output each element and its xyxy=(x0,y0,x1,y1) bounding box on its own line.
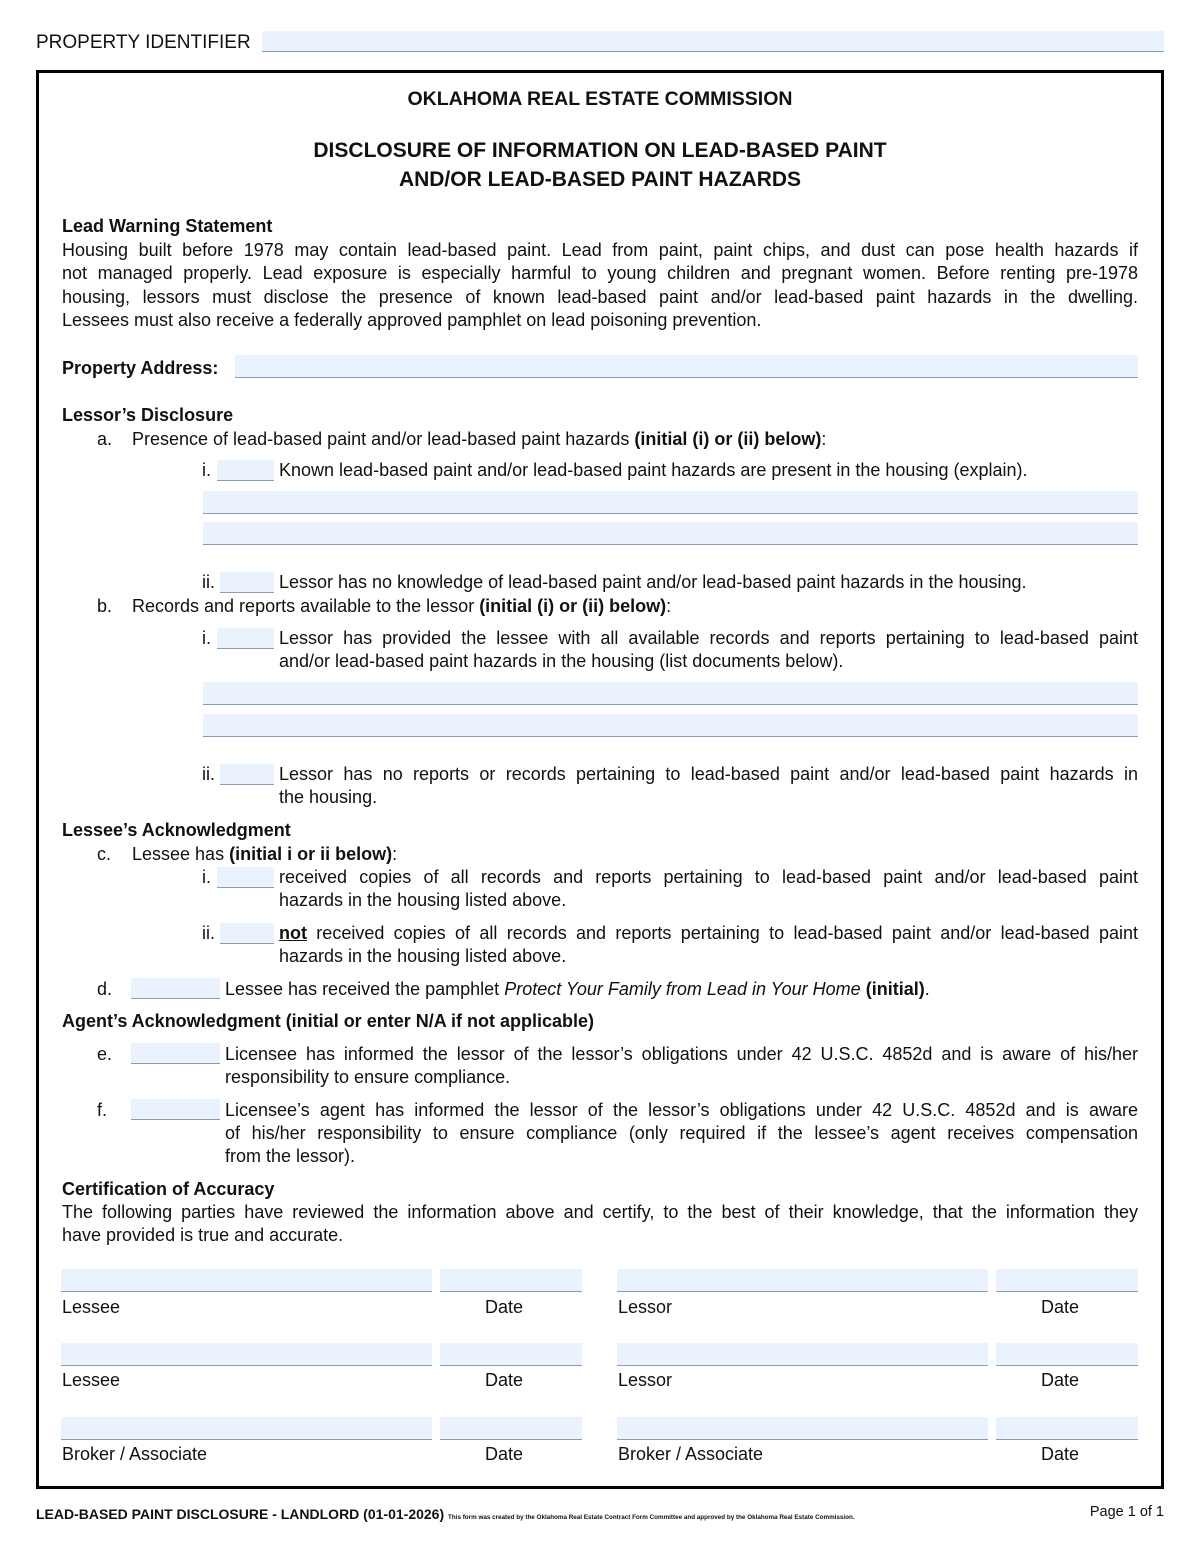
item-c-text xyxy=(132,843,397,866)
item-e-line2: responsibility to ensure compliance. xyxy=(225,1067,511,1087)
item-a-i-text: Known lead-based paint and/or lead-based paint hazards are present in the housing (explain). xyxy=(279,460,1028,480)
item-a-explain-line2-input[interactable] xyxy=(203,522,1138,545)
item-b-i-line2: and/or lead-based paint hazards in the housing (list documents below). xyxy=(279,651,844,671)
item-a-ii-text: Lessor has no knowledge of lead-based paint and/or lead-based paint hazards in the housing. xyxy=(279,572,1027,592)
broker-2-date-input[interactable] xyxy=(996,1417,1138,1440)
item-c-i-num: i. xyxy=(202,867,211,887)
item-d-pamphlet-title: Protect Your Family from Lead in Your Home xyxy=(504,979,861,999)
item-d-letter: d. xyxy=(97,979,113,999)
lessor-1-signature-input[interactable] xyxy=(617,1269,988,1292)
property-address-label: Property Address: xyxy=(62,358,219,378)
item-c-ii-not: not xyxy=(279,923,307,943)
item-b-i-line1: Lessor has provided the lessee with all available records and reports pertaining to lead-based paint xyxy=(279,628,1138,648)
property-address-input[interactable] xyxy=(235,355,1138,378)
item-c-i-line2: hazards in the housing listed above. xyxy=(279,890,567,910)
item-b-text-plain: Records and reports available to the lessor xyxy=(132,596,480,616)
item-b-text-bold: (initial (i) or (ii) below) xyxy=(479,596,667,616)
item-f-initial-input[interactable] xyxy=(131,1099,220,1120)
item-a-i-num: i. xyxy=(202,460,211,480)
item-c-i-initial-input[interactable] xyxy=(217,867,274,888)
item-b-letter: b. xyxy=(97,596,113,616)
item-f-line1: Licensee’s agent has informed the lessor of the lessor’s obligations under 42 U.S.C. 4852d and is aware xyxy=(225,1100,1138,1120)
broker-1-label: Broker / Associate xyxy=(62,1444,208,1464)
item-c-i-line1: received copies of all records and reports pertaining to lead-based paint and/or lead-based paint xyxy=(279,867,1138,887)
broker-1-date-input[interactable] xyxy=(440,1417,582,1440)
certification-line1: The following parties have reviewed the information above and certify, to the best of their knowledge, that the information they xyxy=(62,1202,1138,1222)
broker-2-signature-input[interactable] xyxy=(617,1417,988,1440)
item-d-text xyxy=(225,978,930,1001)
lessor-1-date-input[interactable] xyxy=(996,1269,1138,1292)
certification-line2: have provided is true and accurate. xyxy=(62,1225,344,1245)
form-title-line2: AND/OR LEAD-BASED PAINT HAZARDS xyxy=(398,168,802,191)
item-e-letter: e. xyxy=(97,1044,113,1064)
property-identifier-input[interactable] xyxy=(262,31,1164,52)
property-identifier-label: PROPERTY IDENTIFIER xyxy=(36,32,251,53)
item-c-ii-initial-input[interactable] xyxy=(220,923,274,944)
broker-1-date-label: Date xyxy=(485,1444,524,1464)
item-a-letter: a. xyxy=(97,429,113,449)
lead-warning-line2: not managed properly. Lead exposure is especially harmful to young children and pregnant women. Before renting pre-1978 xyxy=(62,263,1138,283)
item-b-documents-line1-input[interactable] xyxy=(203,682,1138,705)
lessor-2-date-input[interactable] xyxy=(996,1343,1138,1366)
item-b-ii-line2: the housing. xyxy=(279,787,378,807)
item-a-ii-num: ii. xyxy=(202,572,215,592)
item-a-ii-initial-input[interactable] xyxy=(220,572,274,593)
lead-warning-line3: housing, lessors must disclose the presence of known lead-based paint and/or lead-based paint hazards in the dwelling. xyxy=(62,287,1138,307)
lessor-1-date-label: Date xyxy=(1041,1297,1080,1317)
item-c-letter: c. xyxy=(97,844,112,864)
lessor-2-date-label: Date xyxy=(1041,1370,1080,1390)
agent-acknowledgment-heading: Agent’s Acknowledgment (initial or enter N/A if not applicable) xyxy=(62,1011,595,1031)
item-c-ii-line2: hazards in the housing listed above. xyxy=(279,946,567,966)
item-c-ii-line1-text: received copies of all records and reports pertaining to lead-based paint and/or lead-based paint xyxy=(306,923,1138,943)
lessee-2-label: Lessee xyxy=(62,1370,121,1390)
lessee-2-signature-input[interactable] xyxy=(61,1343,432,1366)
item-d-initial-input[interactable] xyxy=(131,978,220,999)
footer-page-number: Page 1 of 1 xyxy=(1089,1504,1164,1520)
item-e-line1: Licensee has informed the lessor of the lessor’s obligations under 42 U.S.C. 4852d and is aware of his/her xyxy=(225,1044,1138,1064)
item-e-initial-input[interactable] xyxy=(131,1043,220,1064)
item-f-line2: of his/her responsibility to ensure compliance (only required if the lessee’s agent receives compensation xyxy=(225,1123,1138,1143)
item-b-ii-line1: Lessor has no reports or records pertaining to lead-based paint and/or lead-based paint hazards in xyxy=(279,764,1138,784)
item-b-ii-initial-input[interactable] xyxy=(220,764,274,785)
footer-form-name: LEAD-BASED PAINT DISCLOSURE - LANDLORD (01-01-2026) xyxy=(36,1506,445,1522)
broker-2-label: Broker / Associate xyxy=(618,1444,764,1464)
lessee-1-date-label: Date xyxy=(485,1297,524,1317)
item-f-letter: f. xyxy=(97,1100,108,1120)
item-d-text-bold: (initial) xyxy=(865,979,925,999)
item-d-text-plain: Lessee has received the pamphlet xyxy=(225,979,505,999)
lessee-2-date-input[interactable] xyxy=(440,1343,582,1366)
lessee-2-date-label: Date xyxy=(485,1370,524,1390)
item-a-text-tail: : xyxy=(821,429,827,449)
broker-1-signature-input[interactable] xyxy=(61,1417,432,1440)
item-b-text xyxy=(132,595,671,618)
item-b-ii-num: ii. xyxy=(202,764,215,784)
item-b-documents-line2-input[interactable] xyxy=(203,714,1138,737)
lead-warning-line4: Lessees must also receive a federally approved pamphlet on lead poisoning prevention. xyxy=(62,310,762,330)
lessor-1-label: Lessor xyxy=(618,1297,673,1317)
item-c-ii-num: ii. xyxy=(202,923,215,943)
item-a-text-bold: (initial (i) or (ii) below) xyxy=(634,429,822,449)
lessor-2-label: Lessor xyxy=(618,1370,673,1390)
footer-note: This form was created by the Oklahoma Real Estate Contract Form Committee and approved by the Oklahoma Real Estate Commission. xyxy=(448,1514,855,1521)
item-c-ii-line1 xyxy=(279,922,1138,945)
commission-title: OKLAHOMA REAL ESTATE COMMISSION xyxy=(407,88,793,110)
lessee-1-date-input[interactable] xyxy=(440,1269,582,1292)
form-title-line1: DISCLOSURE OF INFORMATION ON LEAD-BASED PAINT xyxy=(313,139,887,162)
broker-2-date-label: Date xyxy=(1041,1444,1080,1464)
item-b-text-tail: : xyxy=(666,596,672,616)
lead-warning-heading: Lead Warning Statement xyxy=(62,216,273,236)
item-c-text-bold: (initial i or ii below) xyxy=(229,844,393,864)
item-a-text-plain: Presence of lead-based paint and/or lead-based paint hazards xyxy=(132,429,635,449)
lessor-disclosure-heading: Lessor’s Disclosure xyxy=(62,405,234,425)
lessee-1-label: Lessee xyxy=(62,1297,121,1317)
item-a-explain-line1-input[interactable] xyxy=(203,491,1138,514)
lessor-2-signature-input[interactable] xyxy=(617,1343,988,1366)
item-b-i-initial-input[interactable] xyxy=(217,628,274,649)
item-a-i-initial-input[interactable] xyxy=(217,460,274,481)
item-d-text-tail: . xyxy=(924,979,930,999)
lessee-1-signature-input[interactable] xyxy=(61,1269,432,1292)
lessee-acknowledgment-heading: Lessee’s Acknowledgment xyxy=(62,820,291,840)
footer-form-info xyxy=(36,1505,855,1527)
item-c-text-plain: Lessee has xyxy=(132,844,230,864)
lead-warning-line1: Housing built before 1978 may contain lead-based paint. Lead from paint, paint chips, and dust can pose health hazards if xyxy=(62,240,1138,260)
item-b-i-num: i. xyxy=(202,628,211,648)
certification-heading: Certification of Accuracy xyxy=(62,1179,275,1199)
item-f-line3: from the lessor). xyxy=(225,1146,356,1166)
item-a-text xyxy=(132,428,826,451)
item-c-text-tail: : xyxy=(392,844,398,864)
